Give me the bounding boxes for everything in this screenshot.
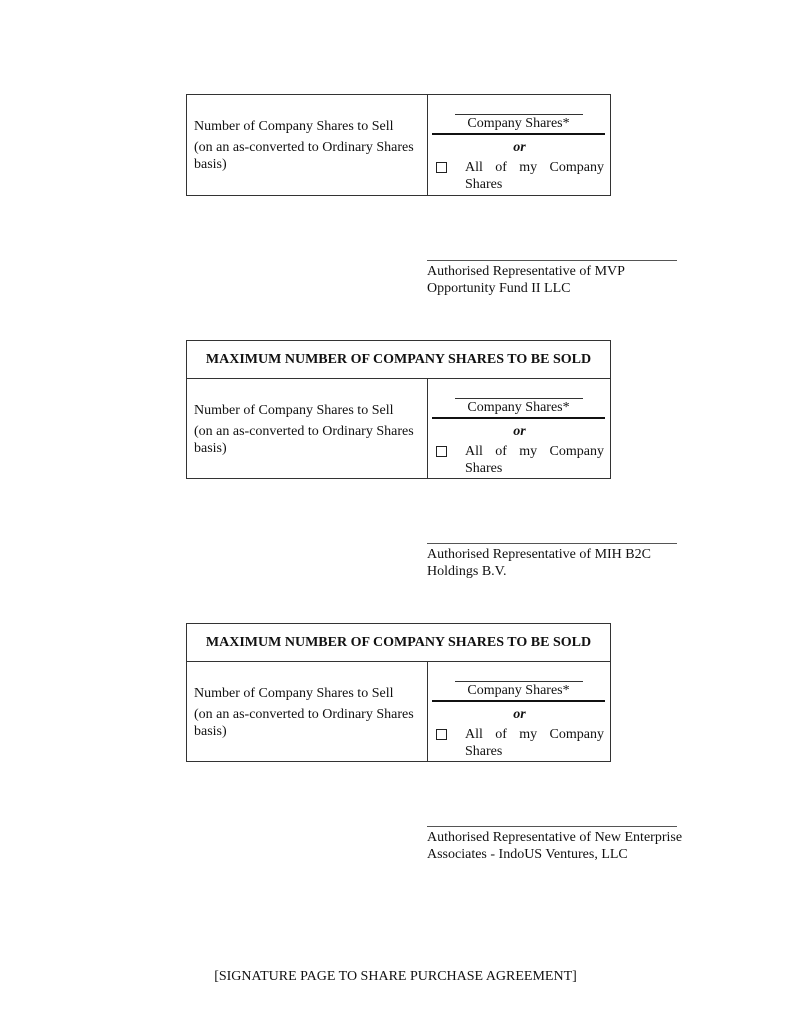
shares-description <box>187 662 428 761</box>
or-label: or <box>513 140 526 155</box>
all-shares-word: my <box>519 727 538 742</box>
all-shares-word: All <box>465 727 483 742</box>
share-election-row <box>187 379 610 478</box>
all-shares-word: of <box>495 727 507 742</box>
all-shares-word: All <box>465 160 483 175</box>
signatory-line2: Opportunity Fund II LLC <box>427 281 571 296</box>
conversion-basis-note: (on an as-converted to Ordinary Shares basis) <box>194 424 414 456</box>
signature-block-2 <box>427 543 689 580</box>
all-shares-word: Company <box>549 160 604 175</box>
all-shares-text <box>465 726 604 743</box>
company-shares-label: Company Shares* <box>432 683 605 702</box>
all-shares-word: Company <box>549 727 604 742</box>
shares-entry-area <box>428 379 610 478</box>
conversion-basis-note: (on an as-converted to Ordinary Shares basis) <box>194 140 414 172</box>
all-shares-word: of <box>495 444 507 459</box>
all-shares-checkbox[interactable] <box>436 446 447 457</box>
company-shares-label: Company Shares* <box>432 400 605 419</box>
share-election-box-3 <box>186 623 611 762</box>
all-shares-text-line2: Shares <box>465 461 503 476</box>
shares-number-blank[interactable] <box>455 398 583 399</box>
shares-to-sell-label: Number of Company Shares to Sell <box>194 119 394 134</box>
all-shares-word: my <box>519 160 538 175</box>
all-shares-word: All <box>465 444 483 459</box>
all-shares-text <box>465 443 604 460</box>
share-election-box-2 <box>186 340 611 479</box>
all-shares-word: Company <box>549 444 604 459</box>
all-shares-word: my <box>519 444 538 459</box>
share-election-row <box>187 662 610 761</box>
company-shares-label: Company Shares* <box>432 116 605 135</box>
all-shares-word: of <box>495 160 507 175</box>
signatory-line2: Holdings B.V. <box>427 564 507 579</box>
page-footer: [SIGNATURE PAGE TO SHARE PURCHASE AGREEMENT] <box>214 969 577 984</box>
all-shares-checkbox[interactable] <box>436 162 447 173</box>
share-election-row <box>187 95 610 195</box>
shares-number-blank[interactable] <box>455 114 583 115</box>
signatory-line2: Associates - IndoUS Ventures, LLC <box>427 847 628 862</box>
all-shares-text-line2: Shares <box>465 744 503 759</box>
all-shares-text-line2: Shares <box>465 177 503 192</box>
share-election-box-1 <box>186 94 611 196</box>
signatory-name <box>427 829 689 863</box>
signature-block-1 <box>427 260 689 297</box>
shares-description <box>187 379 428 478</box>
signatory-name <box>427 263 689 297</box>
shares-entry-area <box>428 95 610 195</box>
signature-block-3 <box>427 826 689 863</box>
shares-number-blank[interactable] <box>455 681 583 682</box>
conversion-basis-note: (on an as-converted to Ordinary Shares basis) <box>194 707 414 739</box>
all-shares-text <box>465 159 604 176</box>
signatory-line1: Authorised Representative of New Enterprise <box>427 830 683 845</box>
shares-entry-area <box>428 662 610 761</box>
shares-to-sell-label: Number of Company Shares to Sell <box>194 686 394 701</box>
max-shares-header: MAXIMUM NUMBER OF COMPANY SHARES TO BE SOLD <box>187 341 610 379</box>
all-shares-checkbox[interactable] <box>436 729 447 740</box>
signature-line[interactable] <box>427 826 677 827</box>
shares-to-sell-label: Number of Company Shares to Sell <box>194 403 394 418</box>
shares-description <box>187 95 428 195</box>
max-shares-header: MAXIMUM NUMBER OF COMPANY SHARES TO BE SOLD <box>187 624 610 662</box>
signatory-name <box>427 546 689 580</box>
signature-line[interactable] <box>427 260 677 261</box>
or-label: or <box>513 707 526 722</box>
signatory-line1: Authorised Representative of MVP <box>427 264 625 279</box>
signature-line[interactable] <box>427 543 677 544</box>
or-label: or <box>513 424 526 439</box>
signatory-line1: Authorised Representative of MIH B2C <box>427 547 651 562</box>
